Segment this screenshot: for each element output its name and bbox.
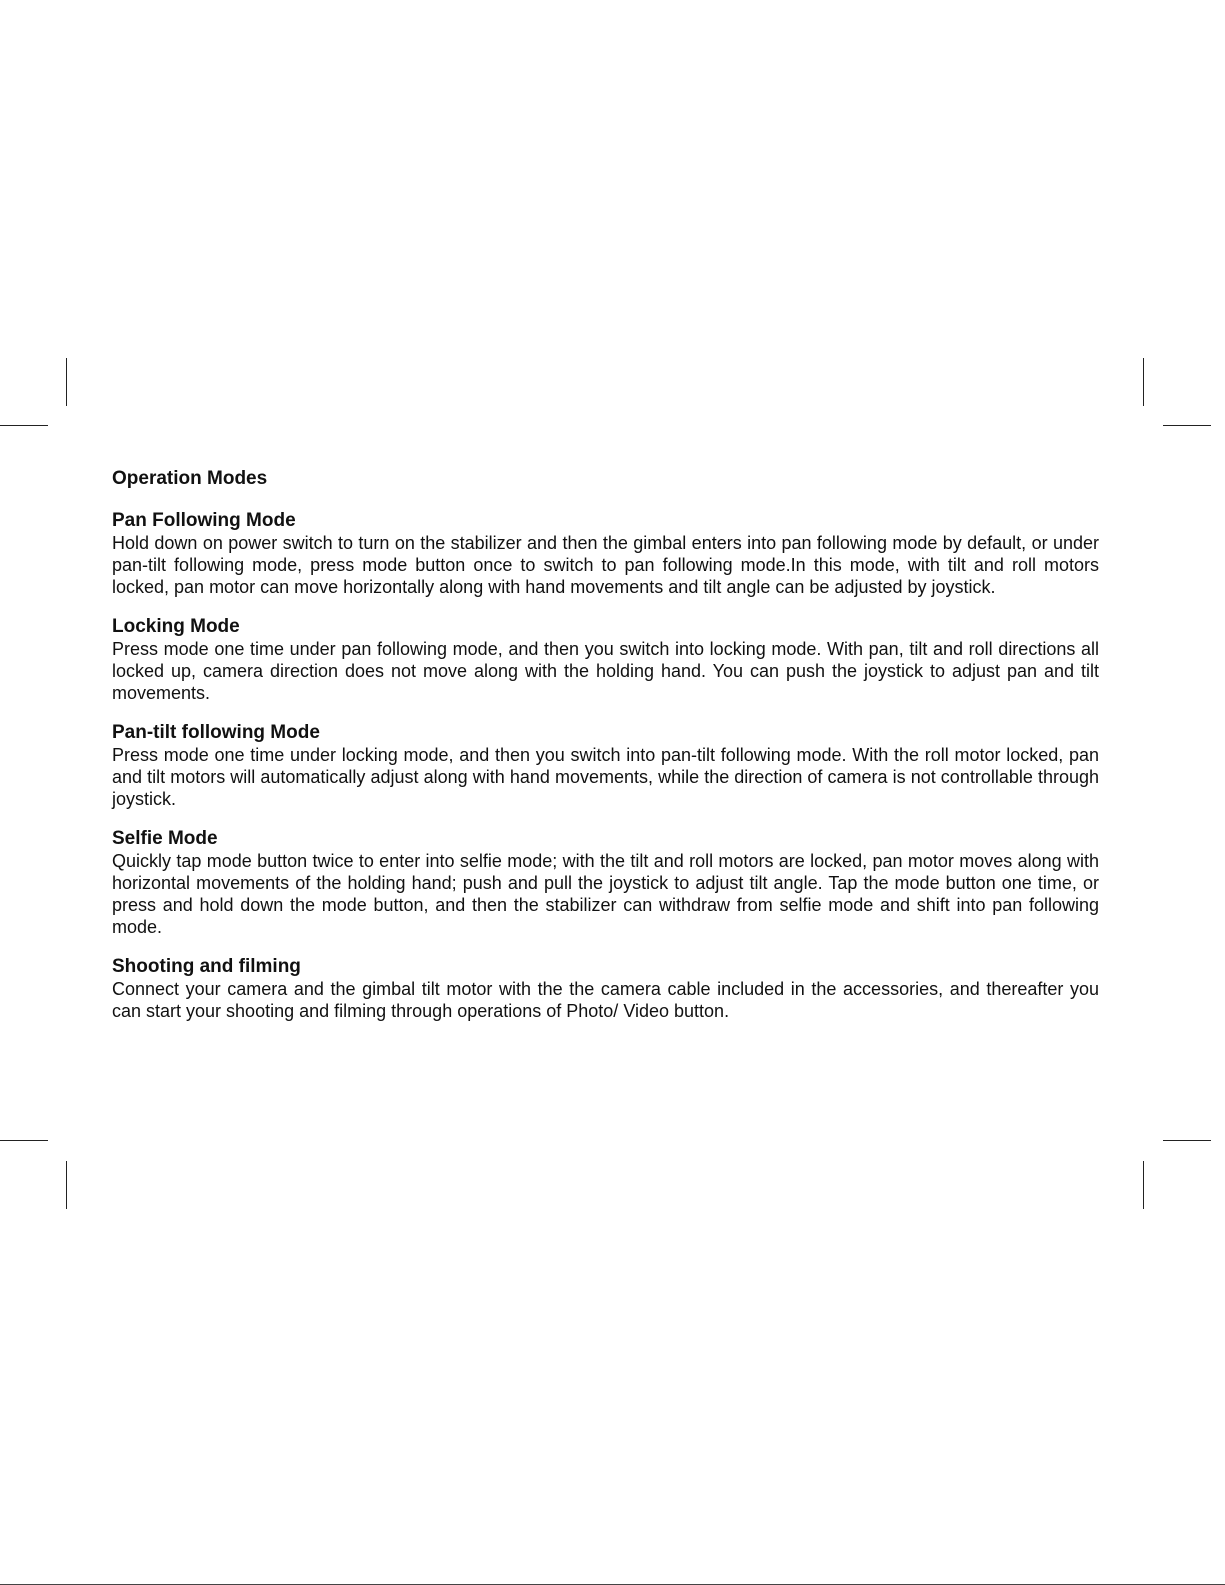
section-pan-following	[112, 510, 1099, 598]
section-body: Press mode one time under pan following mode, and then you switch into locking mode. With pan, tilt and roll directions all locked up, camera direction does not move along with the holding hand. You can push the joystick to adjust pan and tilt movements.	[112, 639, 1099, 703]
crop-mark-top-right-horizontal	[1163, 425, 1211, 426]
page-title: Operation Modes	[112, 468, 268, 489]
section-body: Connect your camera and the gimbal tilt motor with the the camera cable included in the accessories, and thereafter you can start your shooting and filming through operations of Photo/ Video button.	[112, 979, 1099, 1021]
section-heading: Shooting and filming	[112, 956, 301, 977]
crop-mark-bottom-right-horizontal	[1163, 1140, 1211, 1141]
section-body: Hold down on power switch to turn on the stabilizer and then the gimbal enters into pan following mode by default, or under pan-tilt following mode, press mode button once to switch to pan following mode.In this mode, with tilt and roll motors locked, pan motor can move horizontally along with hand movements and tilt angle can be adjusted by joystick.	[112, 533, 1099, 597]
page-content	[112, 466, 1099, 1022]
section-heading: Selfie Mode	[112, 828, 218, 849]
crop-mark-bottom-left-vertical	[66, 1161, 67, 1209]
section-locking	[112, 616, 1099, 704]
section-heading: Pan-tilt following Mode	[112, 722, 320, 743]
crop-mark-top-left-vertical	[66, 358, 67, 406]
section-heading: Locking Mode	[112, 616, 240, 637]
section-heading: Pan Following Mode	[112, 510, 296, 531]
section-selfie	[112, 828, 1099, 938]
section-pan-tilt-following	[112, 722, 1099, 810]
crop-mark-top-right-vertical	[1143, 358, 1144, 406]
crop-mark-top-left-horizontal	[0, 425, 48, 426]
crop-mark-bottom-right-vertical	[1143, 1161, 1144, 1209]
section-body: Press mode one time under locking mode, and then you switch into pan-tilt following mode. With the roll motor locked, pan and tilt motors will automatically adjust along with hand movements, while the direction of camera is not controllable through joystick.	[112, 745, 1099, 809]
crop-mark-bottom-left-horizontal	[0, 1140, 48, 1141]
section-body: Quickly tap mode button twice to enter into selfie mode; with the tilt and roll motors are locked, pan motor moves along with horizontal movements of the holding hand; push and pull the joystick to adjust tilt angle. Tap the mode button one time, or press and hold down the mode button, and then the stabilizer can withdraw from selfie mode and shift into pan following mode.	[112, 851, 1099, 937]
section-shooting-filming	[112, 956, 1099, 1022]
